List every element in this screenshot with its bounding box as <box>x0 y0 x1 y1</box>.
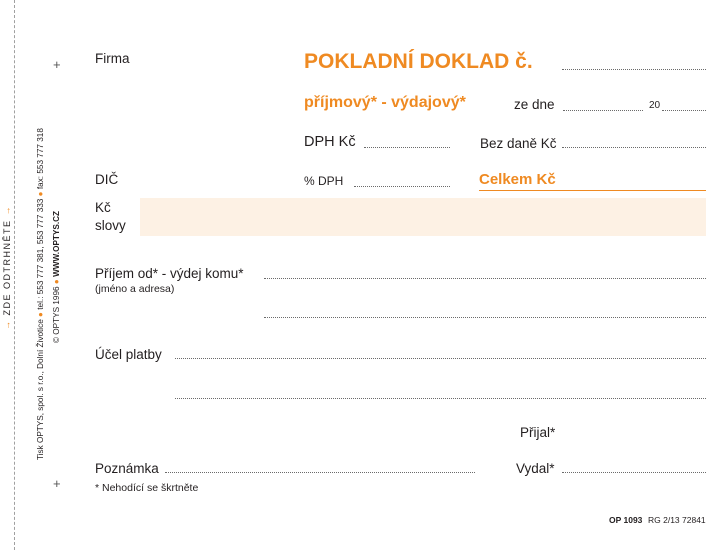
tear-here-label: → ZDE ODTRHNĚTE → <box>2 204 12 330</box>
year-field[interactable] <box>662 110 706 111</box>
vat-rate-field[interactable] <box>354 186 450 187</box>
vat-amount-field[interactable] <box>364 147 450 148</box>
printer-web: © OPTYS 1996 ● WWW.OPTYS.CZ <box>52 210 61 343</box>
purpose-field[interactable] <box>175 358 706 359</box>
year-prefix: 20 <box>649 100 661 111</box>
note-field[interactable] <box>165 472 475 473</box>
total-label: Celkem Kč <box>479 171 556 188</box>
date-label: ze dne <box>514 97 555 112</box>
amount-in-words-field[interactable] <box>140 198 706 236</box>
crop-mark: + <box>53 476 61 491</box>
name-address-hint: (jméno a adresa) <box>95 283 175 295</box>
document-number-field[interactable] <box>562 69 706 70</box>
issued-by-label: Vydal* <box>516 461 555 476</box>
net-amount-label: Bez daně Kč <box>480 136 557 151</box>
kc-label: Kč <box>95 200 111 215</box>
form-revision: RG 2/13 72841 <box>648 515 706 525</box>
payer-label: Příjem od* - výdej komu* <box>95 266 244 281</box>
payer-address-field[interactable] <box>264 317 706 318</box>
date-field[interactable] <box>563 110 643 111</box>
note-label: Poznámka <box>95 461 159 476</box>
document-type: příjmový* - výdajový* <box>304 94 466 111</box>
form-code: OP 1093 <box>609 515 643 525</box>
received-by-label: Přijal* <box>520 425 556 440</box>
firma-label: Firma <box>95 51 130 66</box>
document-title: POKLADNÍ DOKLAD č. <box>304 50 533 73</box>
payer-field[interactable] <box>264 278 706 279</box>
crop-mark: + <box>53 57 61 72</box>
arrow-icon: → <box>2 204 12 216</box>
net-amount-field[interactable] <box>562 147 706 148</box>
purpose-field-2[interactable] <box>175 398 706 399</box>
arrow-icon: → <box>2 319 12 330</box>
purpose-label: Účel platby <box>95 347 162 362</box>
tear-line <box>14 0 15 550</box>
in-words-label: slovy <box>95 218 126 233</box>
total-underline <box>479 190 706 191</box>
vat-rate-label: % DPH <box>304 174 344 188</box>
vat-amount-label: DPH Kč <box>304 134 356 150</box>
dic-label: DIČ <box>95 172 119 187</box>
issued-by-field[interactable] <box>562 472 706 473</box>
footnote: * Nehodící se škrtněte <box>95 482 199 494</box>
printer-info: Tisk OPTYS, spol. s r.o., Dolní Životice ● tel.: 553 777 381, 553 777 333 ● fax: 553 777 318 <box>36 128 45 460</box>
